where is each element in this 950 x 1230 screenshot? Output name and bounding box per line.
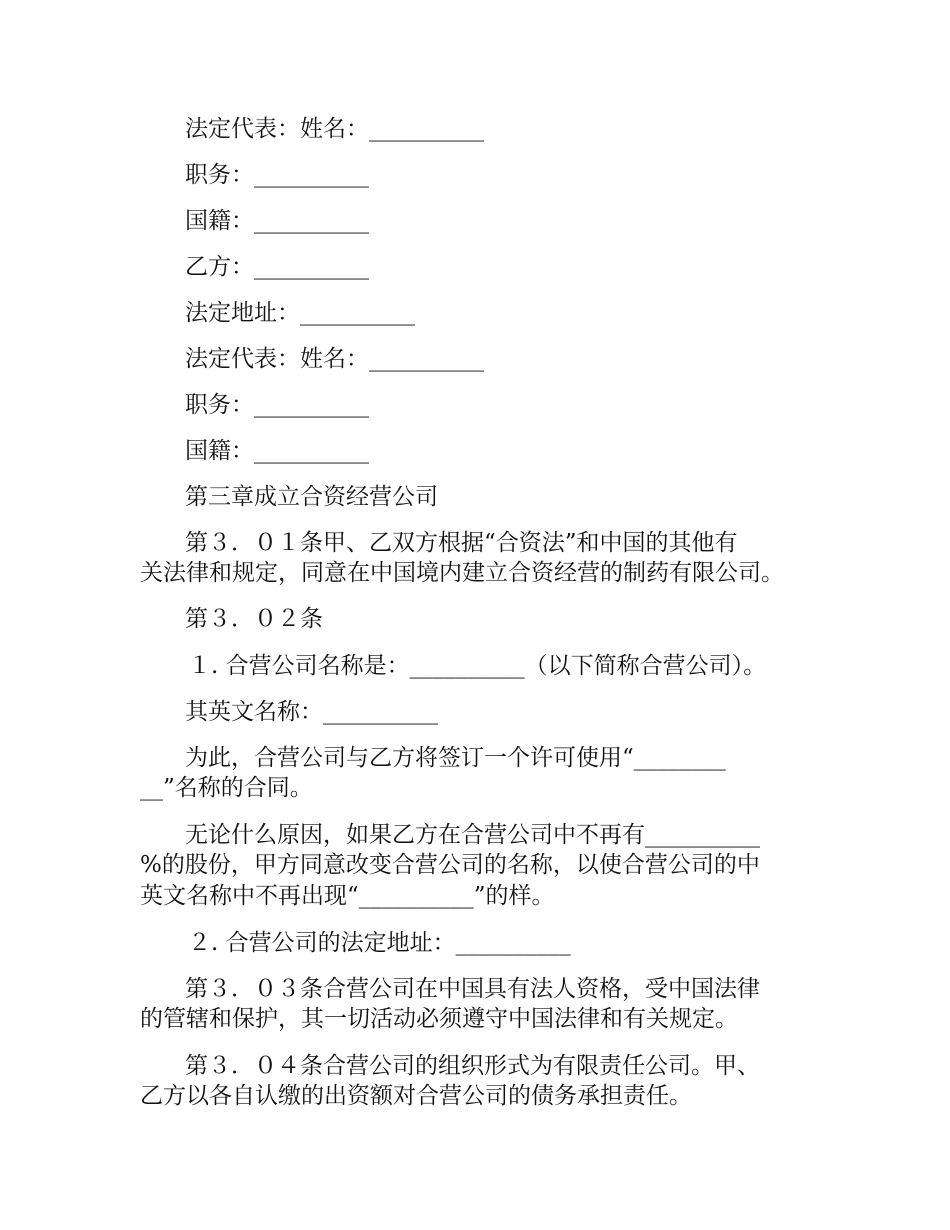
name-change-line1: 无论什么原因，如果乙方在合营公司中不再有__________ <box>185 822 760 848</box>
nationality-b: 国籍：__________ <box>185 438 369 464</box>
nationality-a: 国籍：__________ <box>185 208 369 234</box>
english-name-clause: 其英文名称：__________ <box>185 699 438 725</box>
article-3-01-line1: 第３．０１条甲、乙双方根据“合资法”和中国的其他有 <box>185 530 738 556</box>
chapter-heading: 第三章成立合资经营公司 <box>185 484 438 510</box>
position-a: 职务：__________ <box>185 162 369 188</box>
article-3-03-line2: 的管辖和保护，其一切活动必须遵守中国法律和有关规定。 <box>140 1006 738 1032</box>
license-paragraph-line1: 为此，合营公司与乙方将签订一个许可使用“________ <box>185 745 726 771</box>
party-b: 乙方：__________ <box>185 254 369 280</box>
article-3-01-line2: 关法律和规定，同意在中国境内建立合资经营的制药有限公司。 <box>140 560 784 586</box>
company-address-clause: ２. 合营公司的法定地址：__________ <box>188 930 571 956</box>
name-change-line3: 英文名称中不再出现“__________”的样。 <box>140 883 555 909</box>
position-b: 职务：__________ <box>185 392 369 418</box>
article-3-04-line2: 乙方以各自认缴的出资额对合营公司的债务承担责任。 <box>140 1083 692 1109</box>
legal-rep-name-b: 法定代表：姓名：__________ <box>185 346 484 372</box>
article-3-04-line1: 第３．０４条合营公司的组织形式为有限责任公司。甲、 <box>185 1053 760 1079</box>
legal-rep-name-a: 法定代表：姓名：__________ <box>185 116 484 142</box>
license-paragraph-line2: __”名称的合同。 <box>140 775 313 801</box>
legal-address-b: 法定地址：__________ <box>185 300 415 326</box>
article-3-03-line1: 第３．０３条合营公司在中国具有法人资格，受中国法律 <box>185 976 760 1002</box>
company-name-clause: １. 合营公司名称是：__________（以下简称合营公司）。 <box>188 653 767 679</box>
article-3-02-heading: 第３．０２条 <box>185 606 323 632</box>
name-change-line2: %的股份，甲方同意改变合营公司的名称，以使合营公司的中 <box>140 852 760 878</box>
